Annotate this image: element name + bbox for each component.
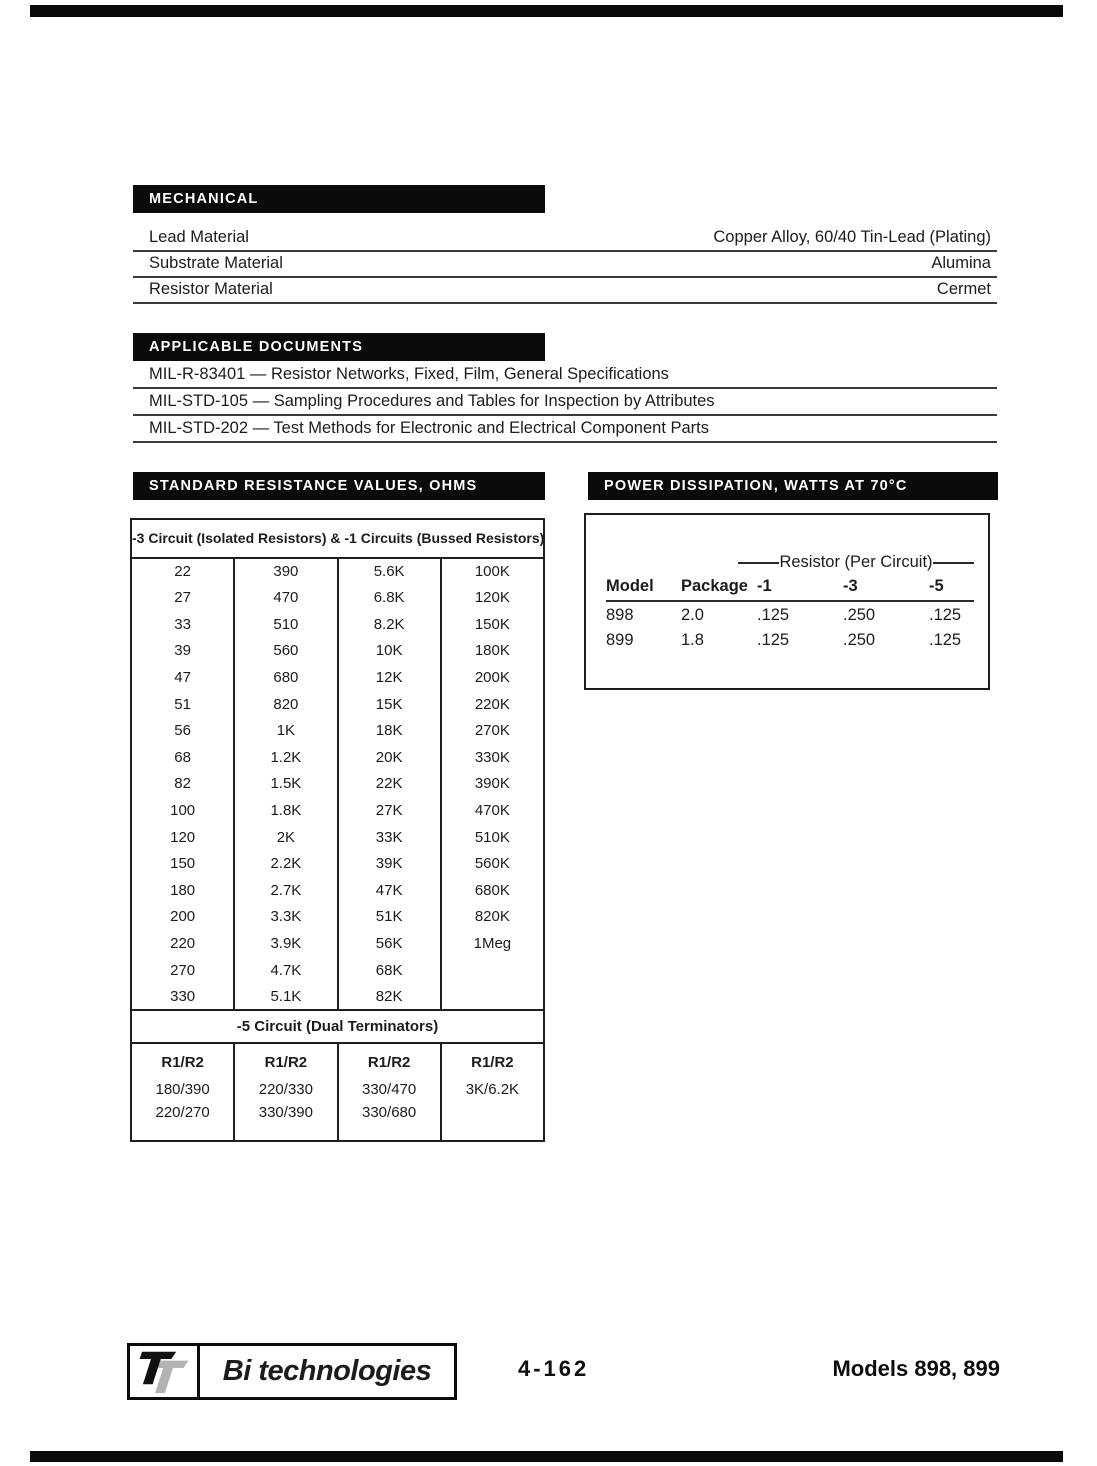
spec-value: Alumina [931,254,991,272]
resistance-cell: 820K [474,908,510,926]
resistance-row [131,957,544,984]
resistance-cell: 4.7K [234,957,337,984]
resistance-cell: 22 [131,558,234,585]
resistance-cell: 47K [338,877,441,904]
resistance-cell: 1.5K [234,771,337,798]
dual-value: 220/270 [155,1103,210,1121]
resistance-row [131,691,544,718]
resistance-row [131,904,544,931]
section-header-applicable-documents: APPLICABLE DOCUMENTS [133,333,545,361]
resistance-cell: 2K [234,824,337,851]
resistance-cell: 820 [234,691,337,718]
resistance-cell: 3.9K [234,930,337,957]
resistance-cell: 390K [474,775,510,793]
resistance-cell: 330 [131,983,234,1010]
resistance-row [131,744,544,771]
resistance-row [131,797,544,824]
resistance-cell: 51K [338,904,441,931]
dual-value: 220/330 [258,1080,313,1098]
document-row [133,389,997,416]
resistance-table-header-row [131,519,544,558]
spec-value: Copper Alloy, 60/40 Tin-Lead (Plating) [713,228,991,246]
resistance-cell: 510 [234,611,337,638]
dual-value: 330/390 [258,1103,313,1121]
resistance-row [131,638,544,665]
resistance-cell: 180 [131,877,234,904]
section-header-resistance-values: STANDARD RESISTANCE VALUES, OHMS [133,472,545,500]
power-cell: 898 [606,606,634,624]
power-cell: 2.0 [681,606,704,624]
dual-column-header: R1/R2 [161,1053,204,1071]
power-dissipation-box [584,513,990,690]
resistance-cell: 56K [338,930,441,957]
resistance-cell: 150 [131,850,234,877]
resistance-cell: 390 [234,558,337,585]
resistance-cell: 82 [131,771,234,798]
resistance-cell: 33 [131,611,234,638]
document-row [133,362,997,389]
scan-artifact-bottom-bar [30,1451,1063,1462]
document-text: MIL-R-83401 — Resistor Networks, Fixed, Film, General Specifications [149,365,669,383]
resistance-cell: 15K [338,691,441,718]
dual-column-header: R1/R2 [264,1053,308,1071]
power-cell: 1.8 [681,631,704,649]
resistance-row [131,558,544,585]
resistance-table-header: -3 Circuit (Isolated Resistors) & -1 Circuits (Bussed Resistors) [131,519,544,558]
power-row [606,627,974,652]
resistance-cell: 5.1K [234,983,337,1010]
resistance-row [131,983,544,1010]
resistance-cell: 1Meg [473,934,512,952]
power-cell: .125 [757,631,790,649]
resistance-cell: 82K [338,983,441,1010]
resistance-row [131,877,544,904]
resistance-cell: 68K [338,957,441,984]
power-column-header: -1 [757,577,843,601]
resistance-cell: 560K [474,855,510,873]
spec-row [133,226,997,252]
resistance-cell: 2.7K [234,877,337,904]
resistance-row [131,584,544,611]
resistance-cell: 120 [131,824,234,851]
dual-terminator-header: -5 Circuit (Dual Terminators) [131,1010,544,1043]
resistance-cell: 2.2K [234,850,337,877]
power-cell: .125 [757,606,790,624]
power-column-header: Model [606,577,681,601]
applicable-documents-list [133,362,997,443]
dual-terminator-cell [441,1043,544,1141]
dash-line-right-icon [933,562,974,564]
section-header-mechanical: MECHANICAL [133,185,545,213]
resistance-cell: 180K [474,642,510,660]
resistance-cell: 8.2K [338,611,441,638]
power-dissipation-table [606,577,974,652]
spec-value: Cermet [936,280,991,298]
resistance-cell: 51 [131,691,234,718]
bi-technologies-logo-icon [138,1349,190,1395]
resistance-row [131,664,544,691]
resistance-cell: 470K [474,802,510,820]
resistance-cell: 100K [474,563,510,581]
resistance-row [131,771,544,798]
footer-logo [127,1343,457,1400]
resistance-row [131,611,544,638]
power-group-header [738,553,974,572]
document-row [133,416,997,443]
resistance-cell: 22K [338,771,441,798]
dual-value: 3K/6.2K [465,1080,520,1098]
resistance-cell: 12K [338,664,441,691]
dual-value: 180/390 [155,1080,210,1098]
dash-line-left-icon [738,562,779,564]
power-row [606,601,974,627]
spec-label: Substrate Material [149,254,283,272]
power-cell: .125 [929,606,962,624]
resistance-cell [441,957,544,984]
power-cell: .125 [929,631,962,649]
resistance-cell: 1.8K [234,797,337,824]
document-text: MIL-STD-202 — Test Methods for Electronic and Electrical Component Parts [149,419,710,437]
resistance-cell: 680K [474,881,510,899]
dual-column-header: R1/R2 [367,1053,411,1071]
resistance-cell: 100 [131,797,234,824]
dual-value: 330/680 [362,1103,417,1121]
resistance-values-table [130,518,545,1142]
logo-tt-mark-cell [130,1346,200,1397]
resistance-cell: 39 [131,638,234,665]
resistance-cell: 47 [131,664,234,691]
resistance-cell: 270K [474,722,510,740]
scan-artifact-top-bar [30,5,1063,17]
spec-label: Lead Material [149,228,249,246]
resistance-cell: 120K [474,589,510,607]
power-column-header: -5 [929,577,974,601]
footer-models-label: Models 898, 899 [832,1356,1000,1381]
resistance-cell: 220 [131,930,234,957]
resistance-row [131,824,544,851]
resistance-cell: 18K [338,717,441,744]
resistance-cell: 200K [474,669,510,687]
resistance-row [131,850,544,877]
resistance-cell: 6.8K [338,584,441,611]
dual-terminator-cell [131,1043,234,1141]
power-cell: .250 [843,606,876,624]
power-column-header: Package [681,577,757,601]
resistance-cell: 39K [338,850,441,877]
power-cell: 899 [606,631,634,649]
resistance-cell [441,983,544,1010]
resistance-cell: 330K [474,748,510,766]
resistance-row [131,717,544,744]
power-column-header: -3 [843,577,929,601]
resistance-cell: 56 [131,717,234,744]
spec-row [133,278,997,304]
resistance-cell: 10K [338,638,441,665]
power-cell: .250 [843,631,876,649]
power-group-label: Resistor (Per Circuit) [779,553,933,571]
resistance-cell: 680 [234,664,337,691]
dual-terminator-cell [338,1043,441,1141]
resistance-cell: 68 [131,744,234,771]
dual-terminator-values-row [131,1043,544,1141]
resistance-cell: 510K [474,828,510,846]
resistance-cell: 470 [234,584,337,611]
mechanical-spec-list [133,226,997,304]
resistance-cell: 5.6K [338,558,441,585]
resistance-cell: 27 [131,584,234,611]
spec-row [133,252,997,278]
resistance-cell: 1.2K [234,744,337,771]
resistance-cell: 220K [474,695,510,713]
dual-terminator-cell [234,1043,337,1141]
resistance-cell: 27K [338,797,441,824]
page-number: 4-162 [518,1356,590,1381]
resistance-cell: 20K [338,744,441,771]
spec-label: Resistor Material [149,280,273,298]
dual-value: 330/470 [362,1080,417,1098]
resistance-cell: 560 [234,638,337,665]
resistance-cell: 150K [474,615,510,633]
section-header-power-dissipation: POWER DISSIPATION, WATTS AT 70°C [588,472,998,500]
dual-terminator-header-row [131,1010,544,1043]
logo-brand-text: Bi technologies [222,1355,432,1387]
resistance-cell: 270 [131,957,234,984]
document-text: MIL-STD-105 — Sampling Procedures and Tables for Inspection by Attributes [149,392,715,410]
resistance-cell: 3.3K [234,904,337,931]
resistance-cell: 33K [338,824,441,851]
resistance-cell: 1K [234,717,337,744]
dual-column-header: R1/R2 [471,1053,514,1071]
resistance-row [131,930,544,957]
resistance-cell: 200 [131,904,234,931]
